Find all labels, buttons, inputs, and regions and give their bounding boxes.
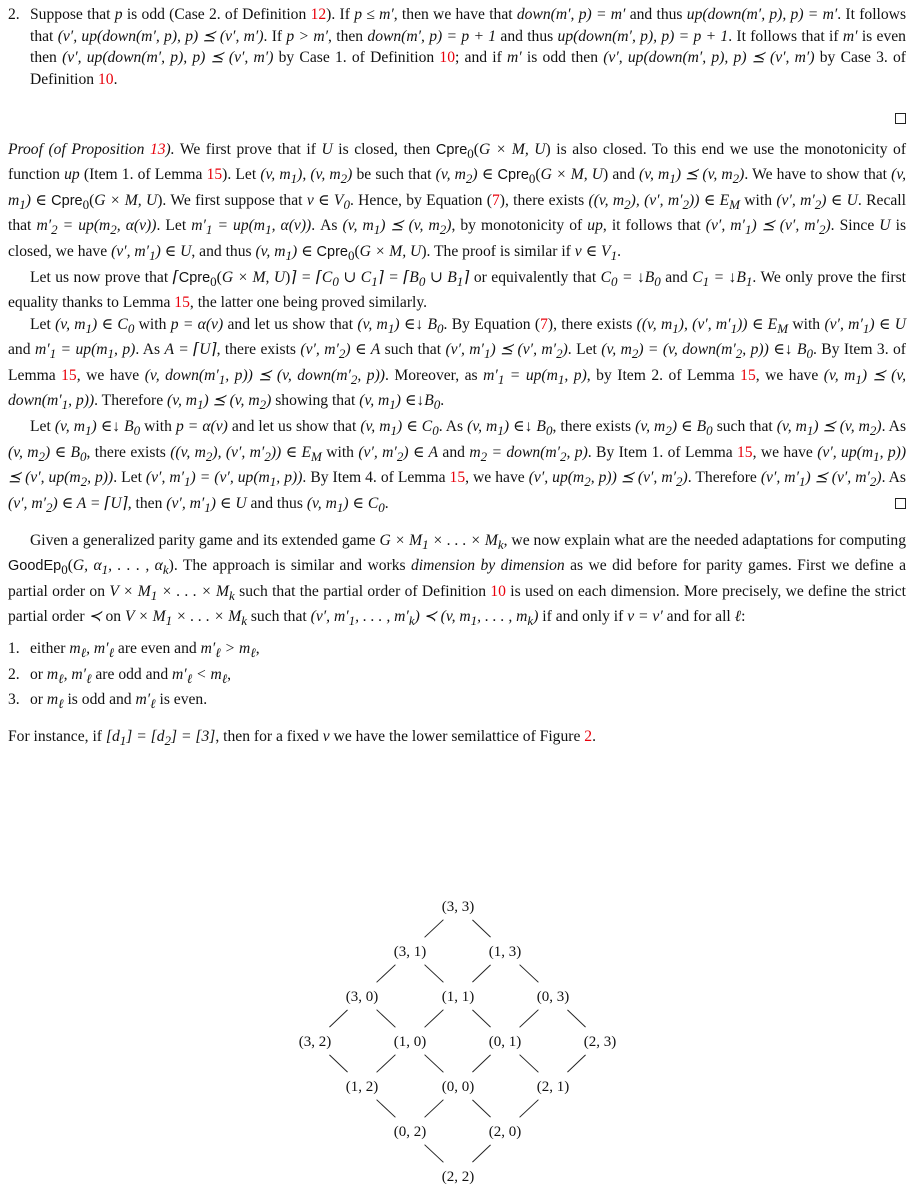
instance-paragraph: For instance, if $[d_1] = [d_2] = [3]$, then for a fixed v we have the lower semilattice of Figure 2. xyxy=(8,727,596,748)
ref-definition-10[interactable]: 10 xyxy=(439,49,455,66)
condition-list xyxy=(8,638,906,715)
lattice-edge xyxy=(472,965,490,982)
proof-paragraph-2: Let us now prove that ⌈Cpre$_0$(G × M, U)⌉ = $⌈C_0$ ∪ $C_1⌉$ = $⌈B_0$ ∪ $B_1⌉$ or equivalently that $C_0$ = $↓B_0$ and $C_1$ = $↓B_1$. We only prove the first equality thanks to Lemma 15, the latter one being proved similarly. xyxy=(8,268,907,312)
qed-box-icon xyxy=(895,113,906,124)
ref-definition-10[interactable]: 10 xyxy=(98,70,114,88)
lattice-node: (0, 1) xyxy=(488,1034,522,1050)
qed-marker-case xyxy=(8,108,906,130)
lattice-edge xyxy=(520,965,539,983)
lattice-node: (1, 1) xyxy=(441,989,475,1005)
lattice-node: (1, 2) xyxy=(345,1079,379,1095)
ref-lemma-15[interactable]: 15 xyxy=(174,294,190,312)
lattice-node: (2, 2) xyxy=(441,1169,475,1185)
ref-definition-10[interactable]: 10 xyxy=(490,582,506,600)
ref-lemma-15[interactable]: 15 xyxy=(737,443,753,461)
lattice-nodes xyxy=(299,899,617,1185)
proof-paragraph-3: Let (v, $m_1$) ∈ $C_0$ with p = α(v) and let us show that (v, $m_1$) ∈↓ $B_0$. By Equation (7), there exists ((v, $m_1$), (v′, $m'_1$)) ∈ $E_M$ with (v′, $m'_1$) ∈ U and $m'_1 = up(m_1$, p). As A = ⌈U⌉, there exists (v′, $m'_2$) ∈ A such that (v′, $m'_1$) ⪯ (v′, $m'_2$). Let (v, $m_2) = (v$, $down(m'_2$, p)) ∈↓ $B_0$. By Item 3. of Lemma 15, we have (v, $down(m'_1$, p)) ⪯ (v, $down(m'_2$, p)). Moreover, as $m'_1 = up(m_1$, p), by Item 2. of Lemma 15, we have (v, $m_1$) ⪯ (v, $down(m'_1$, p)). Therefore (v, $m_1$) ⪯ (v, $m_2$) showing that (v, $m_1$) $\in↓B_0$. xyxy=(8,315,906,413)
lattice-edge xyxy=(425,1055,444,1073)
lattice-node: (3, 3) xyxy=(441,899,475,915)
lattice-node: (1, 0) xyxy=(393,1034,427,1050)
ref-lemma-15[interactable]: 15 xyxy=(206,166,223,184)
lattice-edge xyxy=(520,1010,539,1028)
lattice-node: (3, 0) xyxy=(345,989,379,1005)
semilattice-figure xyxy=(0,888,918,1198)
lattice-node: (0, 0) xyxy=(441,1079,475,1095)
case-2-item xyxy=(8,4,906,90)
lattice-node: (3, 1) xyxy=(393,944,427,960)
ref-lemma-15[interactable]: 15 xyxy=(449,469,466,487)
lattice-node: (0, 2) xyxy=(393,1124,427,1140)
lattice-node: (3, 2) xyxy=(298,1034,332,1050)
ref-definition-12[interactable]: 12 xyxy=(310,6,327,23)
lattice-edge xyxy=(472,920,490,937)
lattice-edge xyxy=(520,1100,539,1118)
ref-equation-7[interactable]: 7 xyxy=(491,191,500,209)
ref-lemma-15[interactable]: 15 xyxy=(740,366,756,384)
case-2-text: Suppose that p is odd (Case 2. of Definition 12). If p ≤ m′, then we have that down(m′, p) = m′ and thus up(down(m′, p), p) = m′. It follows that (v′, up(down(m′, p), p) ⪯ (v′, m′). If p > m′, then down(m′, p) = p + 1 and thus up(down(m′, p), p) = p + 1. It follows that if m′ is even then (v′, up(down(m′, p), p) ⪯ (v′, m′) by Case 1. of Definition 10; and if m′ is odd then (v′, up(down(m′, p), p) ⪯ (v′, m′) by Case 3. of Definition 10. xyxy=(30,6,907,88)
lattice-edge xyxy=(377,965,396,983)
lattice-edge xyxy=(329,1055,347,1072)
ref-lemma-15[interactable]: 15 xyxy=(61,366,77,384)
ref-proposition-13[interactable]: 13 xyxy=(149,140,166,158)
lattice-edge xyxy=(567,1010,585,1027)
lattice-edge xyxy=(425,920,444,938)
proof-paragraph-4: Let (v, $m_1$) ∈↓ $B_0$ with p = α(v) and let us show that (v, $m_1$) ∈ $C_0$. As (v, $m_1$) ∈↓ $B_0$, there exists (v, $m_2$) ∈ $B_0$ such that (v, $m_1$) ⪯ (v, $m_2$). As (v, $m_2$) ∈ $B_0$, there exists ((v, $m_2$), (v′, $m'_2$)) ∈ $E_M$ with (v′, $m'_2$) ∈ A and $m_2$ = $down(m'_2$, p). By Item 1. of Lemma 15, we have (v′, $up(m_1$, p)) ⪯ (v′, $up(m_2$, p)). Let (v′, $m'_1) = (v'$, $up(m_1$, p)). By Item 4. of Lemma 15, we have (v′, $up(m_2$, p)) ⪯ (v′, $m'_2$). Therefore (v′, $m'_1$) ⪯ (v′, $m'_2$). As (v′, $m'_2$) ∈ A = ⌈U⌉, then (v′, $m'_1$) ∈ U and thus (v, $m_1$) ∈ $C_0$. xyxy=(8,418,907,516)
proof-paragraph-1: Proof (of Proposition 13). We first prove that if U is closed, then Cpre$_0$(G × M, U) is also closed. To this end we use the monotonicity of function up (Item 1. of Lemma 15). Let (v, $m_1$), (v, $m_2$) be such that (v, $m_2$) ∈ Cpre$_0$(G × M, U) and (v, $m_1$) ⪯ (v, $m_2$). We have to show that (v, $m_1$) ∈ Cpre$_0$(G × M, U). We first suppose that v ∈ $V_0$. Hence, by Equation (7), there exists ((v, $m_2$), (v′, $m'_2$)) ∈ $E_M$ with (v′, $m'_2$) ∈ U. Recall that $m'_2 = up(m_2$, α(v)). Let $m'_1 = up(m_1$, α(v)). As (v, $m_1$) ⪯ (v, $m_2$), by monotonicity of up, it follows that (v′, $m'_1$) ⪯ (v′, $m'_2$). Since U is closed, we have (v′, $m'_1$) ∈ U, and thus (v, $m_1$) ∈ Cpre$_0$(G × M, U). The proof is similar if v ∈ $V_1$. xyxy=(8,140,907,264)
lattice-node: (1, 3) xyxy=(488,944,522,960)
lattice-edge xyxy=(472,1145,490,1162)
lattice-edge xyxy=(425,965,444,983)
condition-item: 2. or $m_\ell$, $m'_\ell$ are odd and $m'_\ell < m_\ell$, xyxy=(8,665,232,686)
lattice-edge xyxy=(567,1055,585,1072)
lattice-edge xyxy=(377,1100,396,1118)
lattice-edge xyxy=(329,1010,347,1027)
ref-figure-2[interactable]: 2 xyxy=(584,727,593,745)
condition-item: 1. either $m_\ell$, $m'_\ell$ are even and $m'_\ell > m_\ell$, xyxy=(8,639,260,661)
lattice-edges xyxy=(329,920,585,1163)
lattice-edge xyxy=(472,1010,490,1027)
lattice-edge xyxy=(377,1055,396,1073)
qed-box-icon xyxy=(895,498,906,509)
ref-equation-7[interactable]: 7 xyxy=(540,315,548,333)
lattice-edge xyxy=(377,1010,396,1028)
condition-item: 3. or $m_\ell$ is odd and $m'_\ell$ is even. xyxy=(8,691,208,712)
lattice-edge xyxy=(425,1010,444,1028)
paper-page xyxy=(8,4,906,751)
generalized-paragraph: Given a generalized parity game and its extended game $G \times M_1$ × . . . × $M_k$, we now explain what are the needed adaptations for computing GoodEp$_0$(G, $\alpha_1$, . . . , $\alpha_k$). The approach is similar and works dimension by dimension as we did before for parity games. First we define a partial order on $V \times M_1$ × . . . × $M_k$ such that the partial order of Definition 10 is used on each dimension. More precisely, we define the strict partial order ≺ on $V \times M_1$ × . . . × $M_k$ such that (v′, $m'_1$, . . . , $m'_k$) ≺ (v, $m_1$, . . . , $m_k$) if and only if v = v′ and for all ℓ: xyxy=(8,531,907,629)
lattice-edge xyxy=(520,1055,539,1073)
lattice-node: (0, 3) xyxy=(536,989,570,1005)
lattice-edge xyxy=(472,1055,490,1072)
lattice-node: (2, 3) xyxy=(583,1034,617,1050)
lattice-node: (2, 0) xyxy=(488,1124,522,1140)
qed-marker-proof xyxy=(873,493,906,515)
lattice-edge xyxy=(425,1100,444,1118)
item-number: 2. xyxy=(8,6,20,23)
lattice-edge xyxy=(472,1100,490,1117)
lattice-node: (2, 1) xyxy=(536,1079,570,1095)
lattice-edge xyxy=(425,1145,444,1163)
